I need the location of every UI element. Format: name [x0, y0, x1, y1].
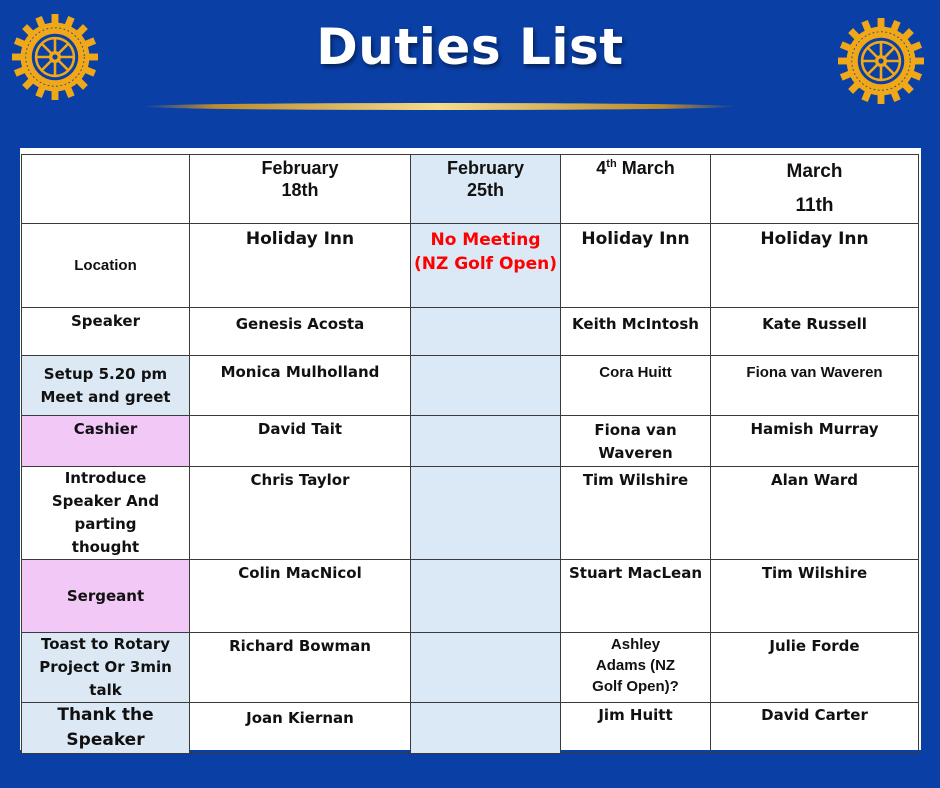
column-header [190, 155, 411, 224]
cell-value: David Tait [257, 420, 343, 438]
page-title: Duties List [316, 18, 624, 76]
table-cell [711, 356, 919, 416]
table-cell [561, 308, 711, 356]
cell-value: Genesis Acosta [235, 315, 365, 333]
table-cell [561, 224, 711, 308]
row-label: Location [22, 224, 190, 308]
table-cell [711, 308, 919, 356]
table-cell [411, 416, 561, 467]
column-month: February [446, 158, 525, 178]
row-label: Toast to Rotary Project Or 3min talk [22, 633, 190, 703]
table-cell [711, 416, 919, 467]
column-header [711, 155, 919, 224]
row-label: Sergeant [22, 560, 190, 633]
table-cell [190, 703, 411, 754]
table-row [22, 467, 919, 560]
cell-value: Tim Wilshire [761, 564, 868, 582]
table-row [22, 560, 919, 633]
table-row [22, 416, 919, 467]
cell-value: Cora Huitt [599, 364, 672, 381]
column-month: March [621, 158, 675, 178]
column-header [411, 155, 561, 224]
header-row [22, 155, 919, 224]
table-cell [190, 224, 411, 308]
cell-value: No Meeting (NZ Golf Open) [413, 230, 558, 274]
column-day: 4 [596, 158, 607, 178]
table-row [22, 308, 919, 356]
column-month: February [261, 158, 339, 178]
cell-value: Ashley Adams (NZ Golf Open)? [592, 636, 679, 695]
row-label: Thank the Speaker [22, 703, 190, 754]
cell-value [411, 633, 560, 638]
table-cell [711, 224, 919, 308]
table-cell [190, 633, 411, 703]
table-cell [411, 467, 561, 560]
table-cell [561, 703, 711, 754]
table-cell [561, 416, 711, 467]
table-cell [711, 467, 919, 560]
cell-value: Holiday Inn [581, 229, 690, 249]
table-row [22, 633, 919, 703]
cell-value: Keith McIntosh [572, 315, 699, 333]
cell-value [411, 703, 560, 708]
cell-value: Fiona van Waveren [746, 364, 883, 381]
cell-value [411, 308, 560, 313]
cell-value: Colin MacNicol [238, 564, 362, 582]
table-cell [561, 560, 711, 633]
column-header [561, 155, 711, 224]
rotary-logo-icon [12, 14, 98, 100]
table-cell [411, 703, 561, 754]
table-cell [190, 308, 411, 356]
table-cell [190, 467, 411, 560]
duties-sheet [20, 148, 921, 750]
table-cell [711, 633, 919, 703]
column-day: 11th [795, 195, 834, 216]
table-cell [561, 633, 711, 703]
table-cell [711, 703, 919, 754]
cell-value: Tim Wilshire [582, 471, 689, 489]
duties-table [21, 154, 919, 754]
table-row [22, 703, 919, 754]
table-row [22, 224, 919, 308]
table-cell [411, 224, 561, 308]
gold-divider [142, 103, 736, 110]
cell-value: Alan Ward [770, 471, 859, 489]
row-label: Speaker [22, 308, 190, 356]
table-cell [411, 560, 561, 633]
table-cell [411, 308, 561, 356]
cell-value: Chris Taylor [250, 471, 350, 489]
table-cell [190, 560, 411, 633]
table-cell [411, 356, 561, 416]
cell-value: Joan Kiernan [246, 709, 354, 727]
table-cell [561, 467, 711, 560]
column-day: 18th [281, 180, 319, 200]
row-label: Cashier [22, 416, 190, 467]
cell-value: Hamish Murray [750, 420, 879, 438]
table-row [22, 356, 919, 416]
cell-value: Stuart MacLean [568, 564, 703, 582]
cell-value: Jim Huitt [598, 706, 673, 724]
cell-value [411, 356, 560, 361]
cell-value [411, 416, 560, 421]
table-cell [190, 356, 411, 416]
row-label: Setup 5.20 pm Meet and greet [22, 356, 190, 416]
rotary-logo-icon [838, 18, 924, 104]
cell-value: Richard Bowman [229, 637, 371, 655]
cell-value [411, 560, 560, 565]
table-cell [711, 560, 919, 633]
cell-value: Kate Russell [762, 315, 867, 333]
column-month: March [786, 161, 843, 182]
table-cell [411, 633, 561, 703]
cell-value: Monica Mulholland [220, 363, 380, 381]
cell-value: Julie Forde [769, 637, 860, 655]
row-label: Introduce Speaker And parting thought [22, 467, 190, 560]
cell-value: Fiona van Waveren [594, 421, 677, 462]
cell-value: Holiday Inn [760, 229, 869, 249]
table-cell [190, 416, 411, 467]
cell-value [411, 467, 560, 472]
table-cell [561, 356, 711, 416]
corner-cell [22, 155, 190, 224]
cell-value: David Carter [761, 706, 868, 724]
column-day: 25th [466, 180, 504, 200]
cell-value: Holiday Inn [245, 229, 355, 249]
column-day-suffix: th [606, 158, 617, 170]
